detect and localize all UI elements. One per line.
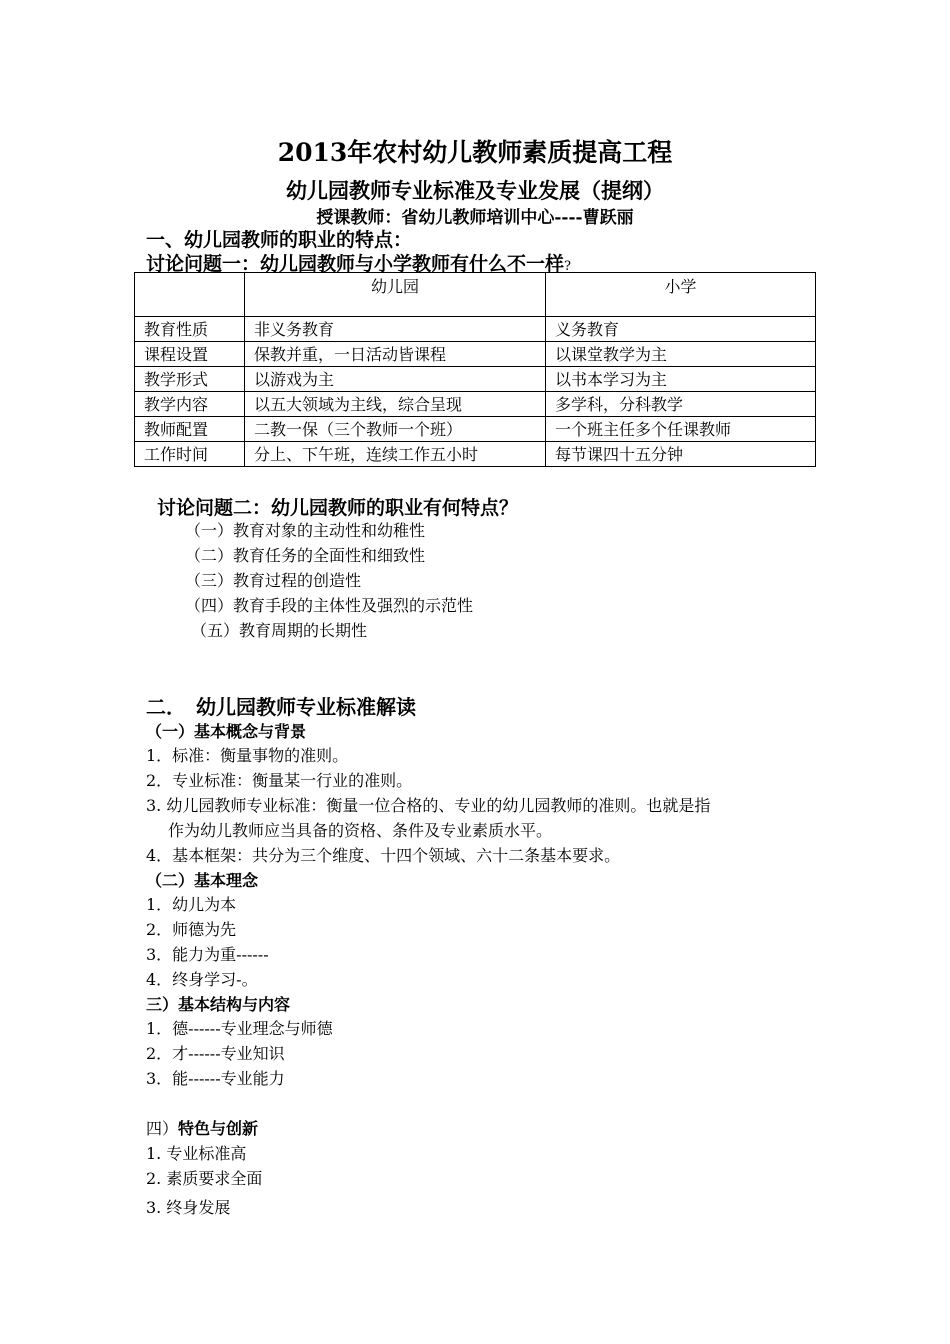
table-cell: 以五大领域为主线，综合呈现	[245, 392, 546, 417]
table-cell: 多学科，分科教学	[546, 392, 816, 417]
table-cell: 以书本学习为主	[546, 367, 816, 392]
part4-title	[146, 1116, 258, 1139]
comparison-table	[134, 272, 816, 467]
list-item: 1．幼儿为本	[146, 895, 237, 914]
table-cell: 分上、下午班，连续工作五小时	[245, 442, 546, 467]
table-cell: 每节课四十五分钟	[546, 442, 816, 467]
trait-item: （一）教育对象的主动性和幼稚性	[185, 521, 426, 540]
list-item: 3．能------专业能力	[146, 1069, 285, 1088]
table-cell: 教学形式	[135, 367, 245, 392]
table-cell: 教育性质	[135, 317, 245, 342]
list-item: 2. 素质要求全面	[146, 1169, 263, 1188]
list-item: 1．德------专业理念与师德	[146, 1019, 333, 1038]
list-item: 1．标准：衡量事物的准则。	[146, 746, 349, 765]
table-row	[135, 442, 816, 467]
part2-title: （二）基本理念	[146, 871, 259, 890]
trait-item: （四）教育手段的主体性及强烈的示范性	[185, 596, 474, 615]
table-row	[135, 417, 816, 442]
table-cell: 以课堂教学为主	[546, 342, 816, 367]
table-row	[135, 342, 816, 367]
table-header-row	[135, 273, 816, 317]
teacher-line: 授课教师：省幼儿教师培训中心----曹跃丽	[316, 208, 634, 228]
table-row	[135, 367, 816, 392]
question1-text: 讨论问题一：幼儿园教师与小学教师有什么不一样	[146, 253, 565, 275]
table-row	[135, 392, 816, 417]
part1-title: （一）基本概念与背景	[146, 722, 307, 741]
list-item: 4．终身学习-。	[146, 970, 258, 989]
section1-heading: 一、幼儿园教师的职业的特点：	[146, 229, 413, 251]
list-item: 2．师德为先	[146, 920, 237, 939]
part4-title-prefix: 四）	[146, 1119, 179, 1138]
table-cell: 一个班主任多个任课教师	[546, 417, 816, 442]
list-item: 2．才------专业知识	[146, 1044, 285, 1063]
table-cell: 义务教育	[546, 317, 816, 342]
table-cell: 课程设置	[135, 342, 245, 367]
table-cell: 二教一保（三个教师一个班）	[245, 417, 546, 442]
table-header-cell: 幼儿园	[245, 273, 546, 317]
list-item: 4．基本框架：共分为三个维度、十四个领域、六十二条基本要求。	[146, 846, 621, 865]
table-row	[135, 317, 816, 342]
table-cell: 工作时间	[135, 442, 245, 467]
list-item: 3．能力为重------	[146, 945, 269, 964]
list-item: 2．专业标准：衡量某一行业的准则。	[146, 771, 413, 790]
document-subtitle: 幼儿园教师专业标准及专业发展（提纲）	[286, 178, 664, 203]
table-cell: 教学内容	[135, 392, 245, 417]
list-item: 1. 专业标准高	[146, 1144, 247, 1163]
section2-heading: 二． 幼儿园教师专业标准解读	[146, 695, 416, 719]
question1-mark: ?	[564, 259, 571, 274]
table-cell: 以游戏为主	[245, 367, 546, 392]
part4-title-main: 特色与创新	[178, 1119, 259, 1138]
trait-item: （三）教育过程的创造性	[185, 571, 362, 590]
list-item: 3. 终身发展	[146, 1198, 231, 1217]
document-title: 2013年农村幼儿教师素质提高工程	[277, 138, 673, 167]
list-item: 作为幼儿教师应当具备的资格、条件及专业素质水平。	[168, 821, 553, 840]
part3-title: 三）基本结构与内容	[146, 995, 291, 1014]
table-cell: 非义务教育	[245, 317, 546, 342]
table-header-cell: 小学	[546, 273, 816, 317]
question2: 讨论问题二：幼儿园教师的职业有何特点？	[157, 497, 519, 519]
trait-item: （二）教育任务的全面性和细致性	[185, 546, 426, 565]
table-cell: 保教并重，一日活动皆课程	[245, 342, 546, 367]
table-cell: 教师配置	[135, 417, 245, 442]
list-item: 3. 幼儿园教师专业标准：衡量一位合格的、专业的幼儿园教师的准则。也就是指	[146, 796, 711, 815]
trait-item: （五）教育周期的长期性	[191, 621, 368, 640]
table-header-cell	[135, 273, 245, 317]
